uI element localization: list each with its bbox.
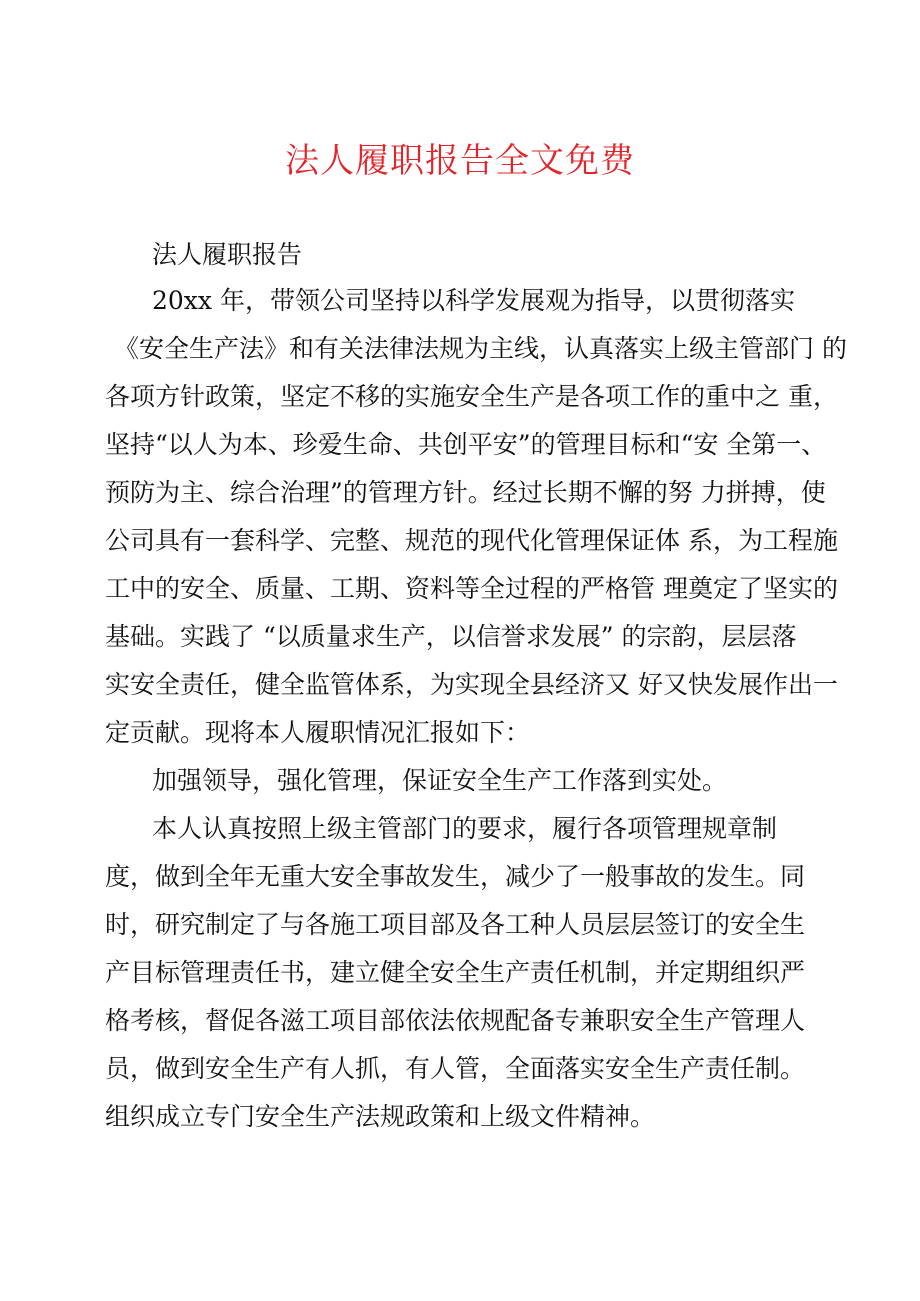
- text-line: 时，研究制定了与各施工项目部及各工种人员层层签订的安全生: [105, 910, 806, 939]
- text-line: 加强领导，强化管理，保证安全生产工作落到实处。: [152, 766, 728, 795]
- text-line: 格考核，督促各滋工项目部依法依规配备专兼职安全生产管理人: [105, 1006, 806, 1035]
- text-line: 定贡献。现将本人履职情况汇报如下：: [105, 718, 531, 747]
- text-line: 产目标管理责任书，建立健全安全生产责任机制，并定期组织严: [105, 958, 806, 987]
- text-line: 组织成立专门安全生产法规政策和上级文件精神。: [105, 1102, 656, 1131]
- text-line: 员，做到安全生产有人抓，有人管，全面落实安全生产责任制。: [105, 1054, 806, 1083]
- document-title: 法人履职报告全文免费: [285, 141, 635, 181]
- text-line: 公司具有一套科学、完整、规范的现代化管理保证体 系，为工程施: [105, 526, 838, 555]
- text-line: 预防为主、综合治理”的管理方针。经过长期不懈的努 力拼搏，使: [105, 478, 826, 507]
- text-line: 度，做到全年无重大安全事故发生，减少了一般事故的发生。同: [105, 862, 806, 891]
- text-line: 工中的安全、质量、工期、资料等全过程的严格管 理奠定了坚实的: [105, 574, 838, 603]
- text-line: 实安全责任，健全监管体系，为实现全县经济又 好又快发展作出一: [105, 670, 838, 699]
- text-line: 《安全生产法》和有关法律法规为主线，认真落实上级主管部门 的: [114, 334, 847, 363]
- text-line: 20xx 年，带领公司坚持以科学发展观为指导，以贯彻落实: [152, 286, 795, 315]
- text-line: 坚持“以人为本、珍爱生命、共创平安”的管理目标和“安 全第一、: [105, 430, 827, 459]
- text-line: 本人认真按照上级主管部门的要求，履行各项管理规章制: [152, 814, 778, 843]
- text-line: 各项方针政策，坚定不移的实施安全生产是各项工作的重中之 重，: [105, 382, 838, 411]
- text-line: 基础。实践了 “以质量求生产，以信誉求发展” 的宗韵，层层落: [105, 622, 797, 651]
- text-line: 法人履职报告: [152, 240, 303, 269]
